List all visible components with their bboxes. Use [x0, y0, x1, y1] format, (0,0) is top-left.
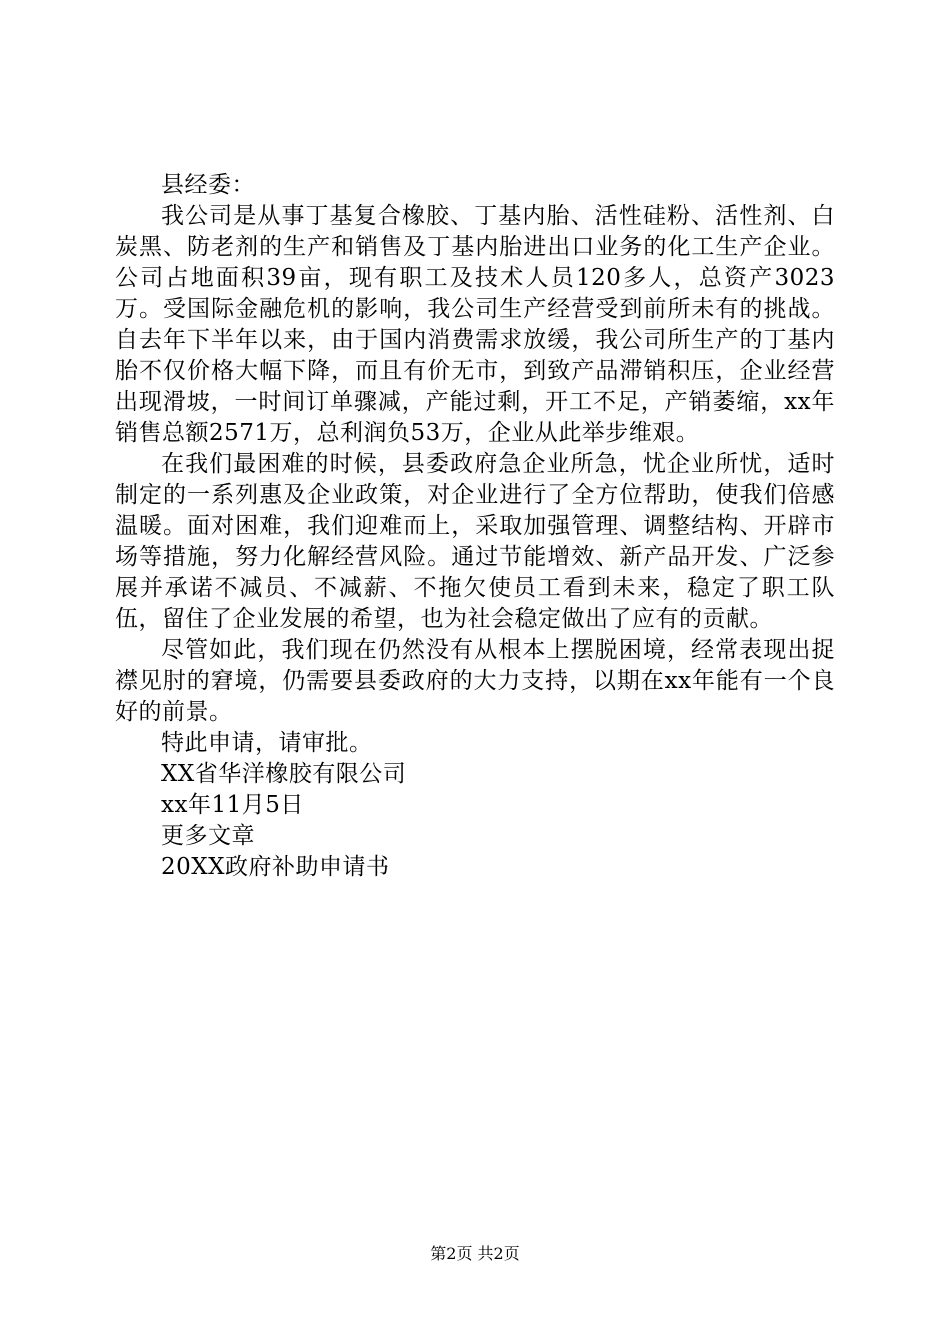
- paragraph-3: 尽管如此，我们现在仍然没有从根本上摆脱困境，经常表现出捉襟见肘的窘境，仍需要县委政府的大力支持，以期在xx年能有一个良好的前景。: [115, 637, 835, 725]
- document-date: xx年11月5日: [161, 792, 304, 818]
- more-articles-label: 更多文章: [161, 823, 255, 849]
- paragraph-1: 我公司是从事丁基复合橡胶、丁基内胎、活性硅粉、活性剂、白炭黑、防老剂的生产和销售及丁基内胎进出口业务的化工生产企业。公司占地面积39亩，现有职工及技术人员120多人，总资产3023万。受国际金融危机的影响，我公司生产经营受到前所未有的挑战。自去年下半年以来，由于国内消费需求放缓，我公司所生产的丁基内胎不仅价格大幅下降，而且有价无市，到致产品滞销积压，企业经营出现滑坡，一时间订单骤减，产能过剩，开工不足，产销萎缩，xx年销售总额2571万，总利润负53万，企业从此举步维艰。: [115, 203, 835, 446]
- salutation: 县经委：: [161, 172, 255, 198]
- closing-line: 特此申请，请审批。: [161, 730, 373, 756]
- company-signature: XX省华洋橡胶有限公司: [161, 761, 407, 787]
- paragraph-2: 在我们最困难的时候，县委政府急企业所急，忧企业所忧，适时制定的一系列惠及企业政策，对企业进行了全方位帮助，使我们倍感温暖。面对困难，我们迎难而上，采取加强管理、调整结构、开辟市场等措施，努力化解经营风险。通过节能增效、新产品开发、广泛参展并承诺不减员、不减薪、不拖欠使员工看到未来，稳定了职工队伍，留住了企业发展的希望，也为社会稳定做出了应有的贡献。: [115, 451, 835, 632]
- document-body: [115, 170, 835, 883]
- page-footer: 第2页 共2页: [430, 1244, 520, 1263]
- related-article-link[interactable]: 20XX政府补助申请书: [161, 854, 390, 880]
